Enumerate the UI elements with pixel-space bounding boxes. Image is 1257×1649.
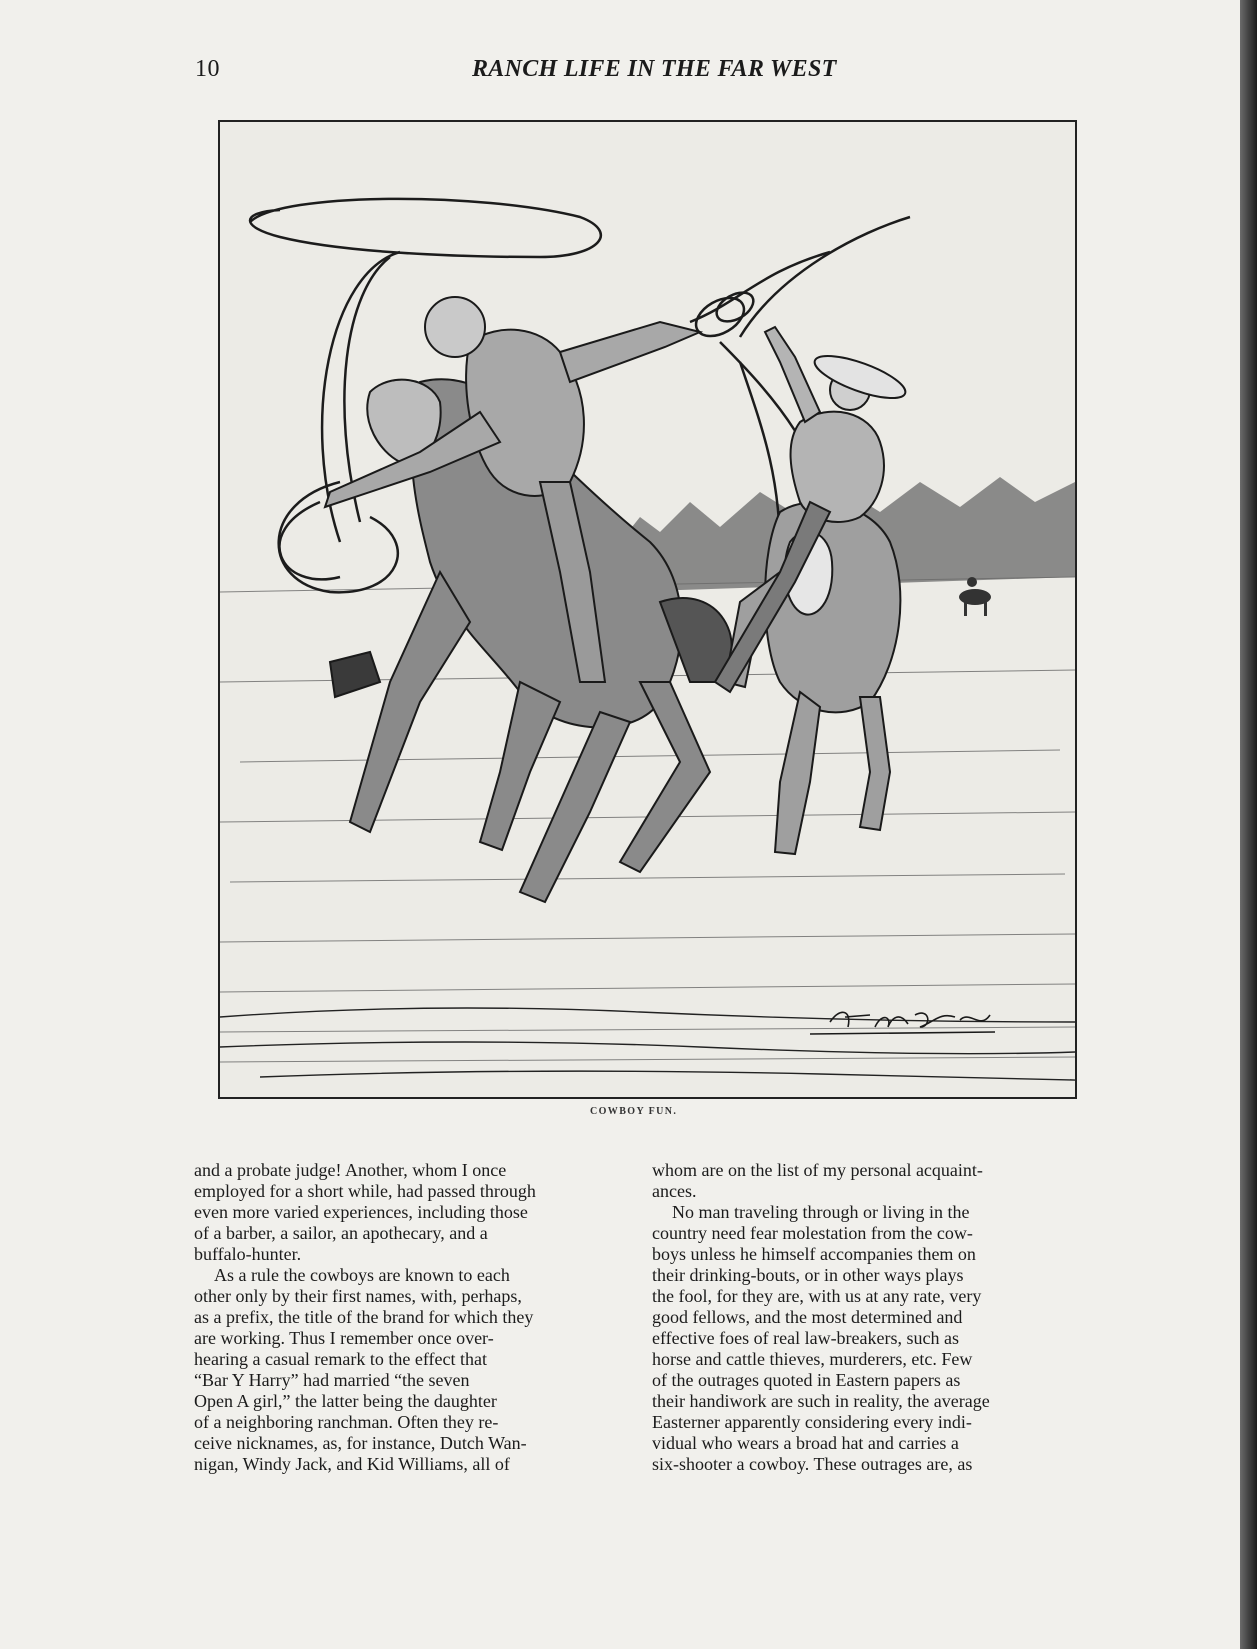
text-line: as a prefix, the title of the brand for which they — [194, 1307, 534, 1327]
text-line: of a barber, a sailor, an apothecary, and a — [194, 1223, 488, 1243]
text-line: No man traveling through or living in the — [672, 1202, 970, 1222]
text-line: “Bar Y Harry” had married “the seven — [194, 1370, 470, 1390]
page-number: 10 — [195, 56, 220, 82]
text-line: are working. Thus I remember once over- — [194, 1328, 494, 1348]
text-line: country need fear molestation from the cow- — [652, 1223, 973, 1243]
text-line: their drinking-bouts, or in other ways plays — [652, 1265, 964, 1285]
text-line: Open A girl,” the latter being the daughter — [194, 1391, 497, 1411]
text-line: employed for a short while, had passed through — [194, 1181, 536, 1201]
text-line: As a rule the cowboys are known to each — [214, 1265, 510, 1285]
text-line: and a probate judge! Another, whom I once — [194, 1160, 507, 1180]
text-line: six-shooter a cowboy. These outrages are, as — [652, 1454, 973, 1474]
text-line: even more varied experiences, including those — [194, 1202, 528, 1222]
text-column-right — [652, 1160, 1086, 1475]
text-line: horse and cattle thieves, murderers, etc. Few — [652, 1349, 973, 1369]
text-line: ances. — [652, 1181, 697, 1201]
artist-signature — [810, 1012, 995, 1034]
text-line: Easterner apparently considering every indi- — [652, 1412, 972, 1432]
text-line: boys unless he himself accompanies them on — [652, 1244, 976, 1264]
text-line: other only by their first names, with, perhaps, — [194, 1286, 522, 1306]
text-line: of the outrages quoted in Eastern papers as — [652, 1370, 961, 1390]
text-line: ceive nicknames, as, for instance, Dutch Wan- — [194, 1433, 527, 1453]
text-line: hearing a casual remark to the effect that — [194, 1349, 488, 1369]
text-line: vidual who wears a broad hat and carries a — [652, 1433, 959, 1453]
text-line: the fool, for they are, with us at any rate, very — [652, 1286, 982, 1306]
text-line: whom are on the list of my personal acquaint- — [652, 1160, 983, 1180]
text-line: nigan, Windy Jack, and Kid Williams, all of — [194, 1454, 510, 1474]
text-line: their handiwork are such in reality, the average — [652, 1391, 990, 1411]
running-title: RANCH LIFE IN THE FAR WEST — [472, 56, 837, 82]
figure-caption: COWBOY FUN. — [590, 1106, 678, 1117]
text-line: effective foes of real law-breakers, such as — [652, 1328, 960, 1348]
page-edge-shadow — [1240, 0, 1257, 1649]
text-column-left — [194, 1160, 634, 1475]
text-line: of a neighboring ranchman. Often they re- — [194, 1412, 499, 1432]
text-line: buffalo-hunter. — [194, 1244, 302, 1264]
illustration-cowboy-fun — [218, 120, 1077, 1099]
text-line: good fellows, and the most determined and — [652, 1307, 963, 1327]
